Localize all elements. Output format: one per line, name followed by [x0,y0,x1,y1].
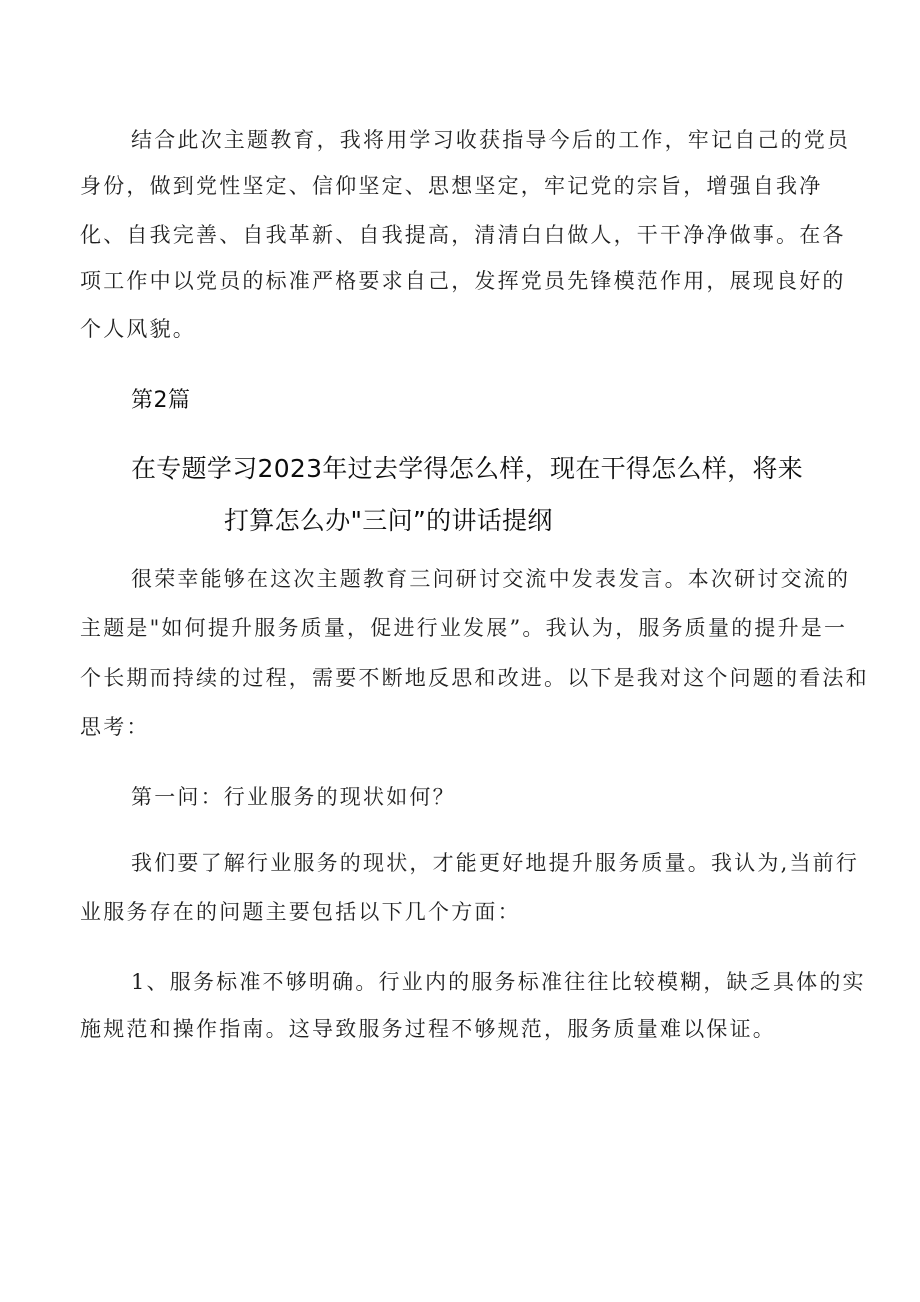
paragraph-line: 结合此次主题教育，我将用学习收获指导今后的工作，牢记自己的党员 [131,128,851,152]
title-line-2: 打算怎么办"三问”的讲话提纲 [224,506,553,535]
paragraph-line: 很荣幸能够在这次主题教育三问研讨交流中发表发言。本次研讨交流的 [131,567,851,591]
question-heading: 第一问：行业服务的现状如何？ [131,785,456,809]
list-item-line: 施规范和操作指南。这导致服务过程不够规范，服务质量难以保证。 [80,1017,776,1041]
paragraph-line: 身份，做到党性坚定、信仰坚定、思想坚定，牢记党的宗旨，增强自我净 [80,174,823,198]
list-item-line: 1、服务标准不够明确。行业内的服务标准往往比较模糊，缺乏具体的实 [131,970,866,994]
paragraph-line: 项工作中以党员的标准严格要求自己，发挥党员先锋模范作用，展现良好的 [80,269,846,293]
paragraph-line: 我们要了解行业服务的现状，才能更好地提升服务质量。我认为,当前行 [131,851,860,875]
title-line-1: 在专题学习2023年过去学得怎么样，现在干得怎么样，将来 [131,454,804,483]
paragraph-line: 主题是"如何提升服务质量，促进行业发展”。我认为，服务质量的提升是一 [80,616,848,640]
paragraph-line: 个人风貌。 [80,317,196,341]
paragraph-line: 业服务存在的问题主要包括以下几个方面： [80,900,521,924]
paragraph-line: 思考： [80,715,150,739]
paragraph-line: 化、自我完善、自我革新、自我提高，清清白白做人，干干净净做事。在各 [80,223,846,247]
part-label: 第2篇 [131,388,191,413]
paragraph-line: 个长期而持续的过程，需要不断地反思和改进。以下是我对这个问题的看法和 [80,666,869,690]
